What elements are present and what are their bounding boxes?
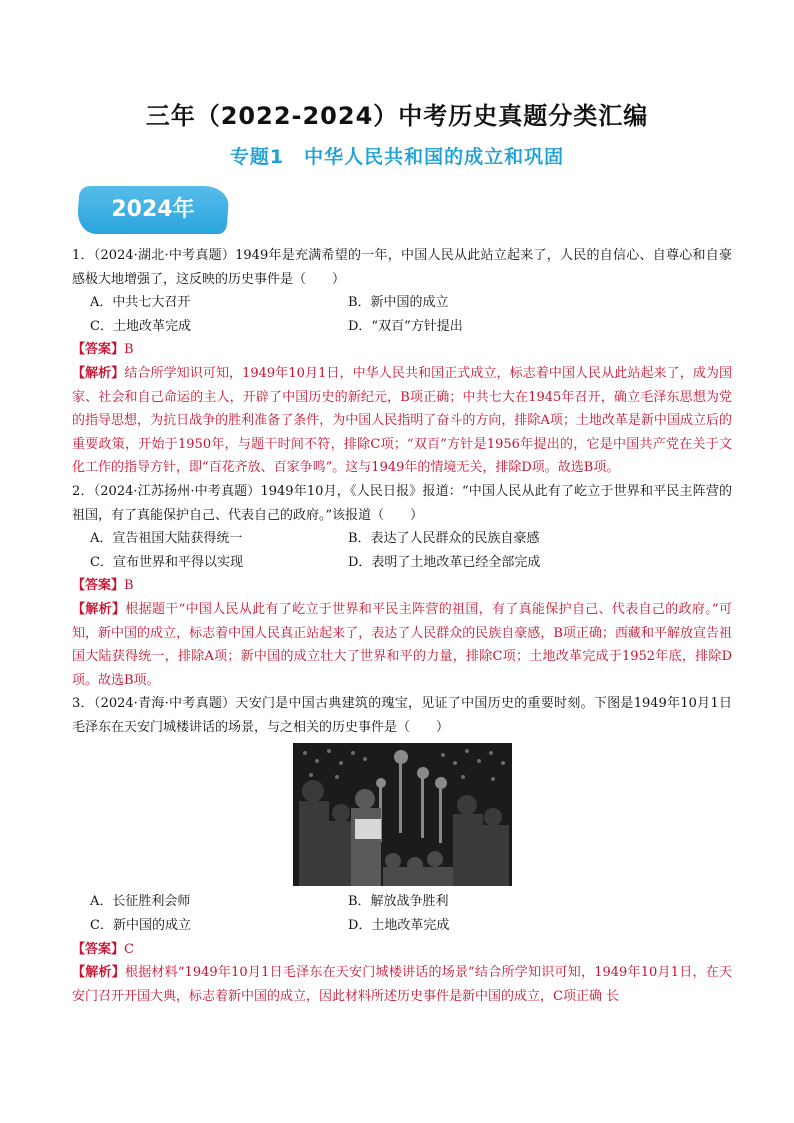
option-c: C．新中国的成立 — [90, 918, 191, 934]
option-d: D．土地改革完成 — [348, 918, 450, 934]
question-3 — [72, 692, 732, 1008]
analysis-tag: 【解析】 — [72, 965, 125, 981]
option-b: B．新中国的成立 — [348, 295, 449, 311]
question-list — [72, 244, 732, 1008]
answer-tag: 【答案】 — [72, 342, 125, 358]
answer-value: B — [124, 342, 134, 358]
analysis-tag: 【解析】 — [72, 601, 126, 617]
option-list — [72, 291, 732, 338]
question-stem: 3．（2024·青海·中考真题）天安门是中国古典建筑的瑰宝，见证了中国历史的重要时刻。下图是1949年10月1日毛泽东在天安门城楼讲话的场景，与之相关的历史事件是（ ） — [72, 696, 732, 735]
analysis-text — [72, 961, 732, 1008]
photo-container — [72, 743, 732, 886]
option-c: C．土地改革完成 — [90, 318, 191, 334]
option-a: A．宣告祖国大陆获得统一 — [90, 531, 243, 547]
answer-tag: 【答案】 — [72, 578, 125, 594]
answer-tag: 【答案】 — [72, 941, 125, 957]
question-stem: 2．（2024·江苏扬州·中考真题）1949年10月，《人民日报》报道：“中国人民从此有了屹立于世界和平民主阵营的祖国，有了真能保护自己、代表自己的政府。”该报道（ ） — [72, 483, 732, 523]
analysis-body: 根据题干“中国人民从此有了屹立于世界和平民主阵营的祖国，有了真能保护自己、代表自己的政府。”可知，新中国的成立，标志着中国人民真正站起来了，表达了人民群众的民族自豪感，B项正确；西藏和平解放宣告祖国大陆获得统一，排除A项；新中国的成立壮大了世界和平的力量，排除C项；土地改革完成于1952年底，排除D项。故选B项。 — [72, 601, 732, 688]
option-a: A．长征胜利会师 — [90, 894, 191, 910]
option-b: B．解放战争胜利 — [348, 894, 449, 910]
question-1 — [72, 244, 732, 480]
question-2 — [72, 480, 732, 692]
answer-line — [72, 338, 732, 362]
year-banner — [78, 186, 228, 234]
answer-line — [72, 574, 732, 598]
answer-line — [72, 938, 732, 962]
analysis-text — [72, 362, 732, 480]
option-list — [72, 527, 732, 574]
page-subtitle: 专题1 中华人民共和国的成立和巩固 — [229, 146, 565, 168]
option-c: C．宣布世界和平得以实现 — [90, 554, 243, 570]
page-title: 三年（2022-2024）中考历史真题分类汇编 — [145, 102, 649, 130]
option-list — [72, 890, 732, 937]
option-a: A．中共七大召开 — [90, 295, 191, 311]
answer-value: B — [124, 578, 134, 594]
year-badge-label: 2024年 — [111, 197, 195, 222]
tiananmen-speech-photo — [293, 743, 512, 886]
analysis-tag: 【解析】 — [72, 365, 125, 381]
option-d: D．“双百”方针提出 — [348, 318, 463, 334]
option-d: D．表明了土地改革已经全部完成 — [348, 554, 541, 570]
analysis-text — [72, 598, 732, 692]
question-stem: 1．（2024·湖北·中考真题）1949年是充满希望的一年，中国人民从此站立起来了，人民的自信心、自尊心和自豪感极大地增强了，这反映的历史事件是（ ） — [72, 248, 732, 287]
answer-value: C — [124, 941, 134, 957]
option-b: B．表达了人民群众的民族自豪感 — [348, 531, 540, 547]
analysis-body: 根据材料“1949年10月1日毛泽东在天安门城楼讲话的场景”结合所学知识可知，1949年10月1日，在天安门召开开国大典，标志着新中国的成立，因此材料所述历史事件是新中国的成立，C项正确 长 — [72, 965, 732, 1004]
analysis-body: 结合所学知识可知，1949年10月1日，中华人民共和国正式成立，标志着中国人民从此站起来了，成为国家、社会和自己命运的主人，开辟了中国历史的新纪元，B项正确；中共七大在1945年召开，确立毛泽东思想为党的指导思想，为抗日战争的胜利准备了条件，为中国人民指明了奋斗的方向，排除A项；土地改革是新中国成立后的重要政策，开始于1950年，与题干时间不符，排除C项；“双百”方针是1956年提出的，它是中国共产党在关于文化工作的指导方针，即“百花齐放、百家争鸣”。这与1949年的情境无关，排除D项。故选B项。 — [72, 365, 732, 476]
